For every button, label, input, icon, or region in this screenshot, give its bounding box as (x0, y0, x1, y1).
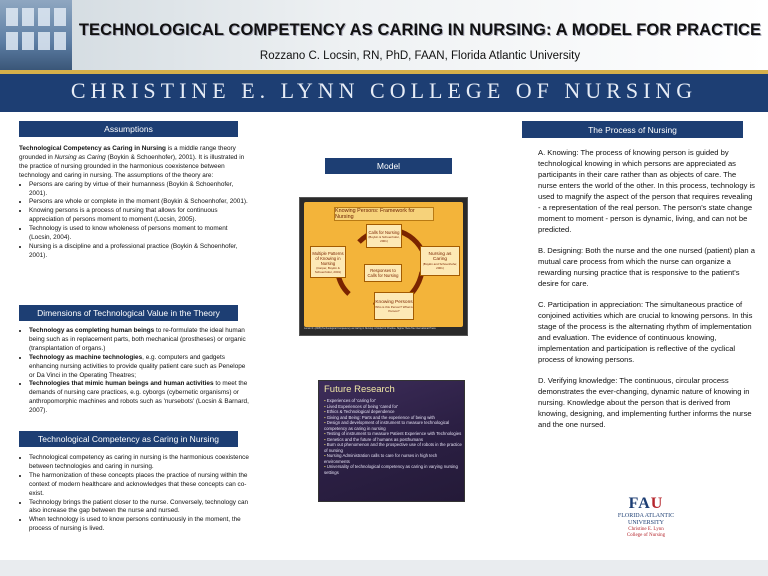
future-research-slide (318, 380, 465, 502)
assumptions-heading: Assumptions (19, 121, 238, 137)
list-item: • Nursing is a discipline and a professional practice (Boykin & Schoenhofer, 2001). (29, 243, 248, 261)
future-research-list (324, 398, 462, 475)
bottom-strip (0, 560, 768, 576)
calls-box (366, 224, 402, 248)
tcacn-heading: Technological Competency as Caring in Nursing (19, 431, 238, 447)
list-item: • Knowing persons is a process of nursing that allows for continuous appreciation of persons moment to moment (Locsin, 2005). (29, 207, 248, 225)
logo-college-line-2: College of Nursing (626, 533, 666, 538)
knowing-box (374, 292, 414, 320)
future-research-title: Future Research (324, 384, 395, 395)
dimensions-list (19, 327, 251, 416)
list-item: ▪ Universality of technological competency as caring in varying nursing settings (324, 464, 462, 475)
item-bold: Technologies that mimic human beings and human activities (29, 380, 214, 388)
list-item: ▪ Lived Experiences of being 'cared for' (324, 404, 462, 410)
list-item: ▪ Genetics and the future of humans as posthumans (324, 437, 462, 443)
model-diagram-background (304, 202, 463, 327)
diagram-title: Knowing Persons: Framework for Nursing (334, 207, 434, 221)
list-item: • Technology brings the patient closer to the nurse. Conversely, technology can also increase the gap between the nurse and nursed. (29, 499, 257, 517)
assumptions-list (19, 181, 248, 261)
list-item: ▪ Giving and Being: Parts and the experience of being with (324, 415, 462, 421)
process-heading: The Process of Nursing (522, 121, 743, 138)
knowing-sub: Who is this Person? What is Person? (375, 304, 413, 313)
process-paragraph-d: D. Verifying knowledge: The continuous, circular process demonstrates the ever-changing, dynamic nature of knowing in nursing. Knowledge about the person that is derived from knowing, designing, and implementing further informs the nurse and the one nursed. (538, 376, 752, 429)
list-item: ▪ Testing of instrument to measure Patient Experience with Technologies (324, 431, 462, 437)
intro-italic: Nursing as Caring (54, 153, 106, 161)
patterns-sub: (Carper, Boykin & Schoenhofer, 2001) (314, 265, 342, 274)
tcacn-text (19, 454, 257, 534)
list-item: • Technological competency as caring in nursing is the harmonious coexistence between technologies and caring in nursing. (29, 454, 257, 472)
fau-logo (606, 495, 686, 545)
knowing-label: Knowing Persons (375, 299, 413, 305)
assumptions-text (19, 145, 248, 261)
calls-label: Calls for Nursing (368, 229, 400, 235)
dimensions-heading: Dimensions of Technological Value in the Theory (19, 305, 238, 321)
intro-part-1: is a middle range theory grounded in (19, 145, 236, 161)
assumptions-intro (19, 145, 248, 181)
item-bold: Technology as completing human beings (29, 327, 155, 334)
list-item: ▪ Burn out phenomenon and the prospective use of robots in the practice of nursing (324, 442, 462, 453)
list-item: • Persons are caring by virtue of their humanness (Boykin & Schoenhofer, 2001). (29, 181, 248, 199)
logo-name-line-1: FLORIDA ATLANTIC (617, 513, 675, 519)
list-item: ▪ Ethics & Technological dependence (324, 409, 462, 415)
caring-sub: (Boykin and Schoenhofer, 2001) (422, 262, 458, 270)
list-item: ▪ Experiences of 'caring for' (324, 398, 462, 404)
item-text: to re-formulate the ideal human being such as in replacement parts, both mechanical (prostheses) or organic (transplantation of organs.) (29, 327, 246, 352)
banner-accent-line (0, 70, 768, 74)
model-heading: Model (325, 158, 452, 174)
responses-label: Responses to Calls for Nursing (367, 268, 399, 278)
process-paragraph-c: C. Participation in appreciation: The simultaneous practice of conjoined activities which are crucial to knowing persons. In this stage of the process is the alternating rhythm of implementation and evaluation. The evidence of continuous knowing, implementation and participation is reflective of the cyclical process of knowing persons. (538, 300, 753, 364)
patterns-box (310, 246, 346, 278)
model-footer: Locsin R. (2005) Technological Competency as Caring in Nursing: A Model for Practice. Sigma Theta Tau International Press. (304, 327, 437, 330)
fau-letters-fa: FA (628, 495, 651, 512)
patterns-label: Multiple Patterns of Knowing in Nursing (312, 250, 344, 266)
intro-bold: Technological Competency as Caring in Nursing (19, 145, 166, 152)
list-item: • The harmonization of these concepts places the practice of nursing within the context of modern healthcare and acknowledges that these concepts can co-exist. (29, 472, 257, 499)
list-item (29, 354, 251, 381)
poster-header (0, 0, 768, 70)
process-paragraph-a: A. Knowing: The process of knowing person is guided by technological knowing in which persons are appreciated as participants in their care rather than as objects of care. The nurse enters the world of the other. In this process, technology is used to magnify the aspect of the person that requires revealing - a representation of the real person. The person's state change moment to moment - person is dynamic, living, and can not be predicted. (538, 148, 755, 234)
calls-sub: (Boykin & Schoenhofer, 2001) (368, 234, 400, 243)
responses-box (364, 264, 402, 282)
item-bold: Technology as machine technologies (29, 353, 143, 361)
list-item (29, 327, 251, 354)
fau-letters-u: U (650, 495, 664, 512)
building-photo (0, 0, 72, 70)
dimensions-text (19, 327, 251, 416)
list-item: ▪ Nursing Administration calls to care for nurses in high tech environments (324, 453, 462, 464)
caring-label: Nursing as Caring (428, 252, 452, 262)
intro-part-2: (Boykin & Schoenhofer), 2001). It is illustrated in the practice of nursing grounded in the harmonious coexistence between technology and caring in nursing. The assumptions of the theory are: (19, 153, 245, 179)
author-line: Rozzano C. Locsin, RN, PhD, FAAN, Florida Atlantic University (259, 50, 581, 62)
item-text: to meet the demands of nursing care practices, e.g. cyborgs (cybernetic organisms) or anthropomorphic machines and robots such as 'nursebots' (Locsin & Barnard, 2007). (29, 380, 249, 415)
logo-college-line-1: Christine E. Lynn (628, 527, 664, 532)
fau-letters (606, 495, 686, 513)
tcacn-list (19, 454, 257, 534)
poster-title: TECHNOLOGICAL COMPETENCY AS CARING IN NURSING: A MODEL FOR PRACTICE (78, 21, 762, 39)
process-text (538, 147, 756, 430)
list-item: • When technology is used to know persons continuously in the moment, the process of nursing is lived. (29, 516, 257, 534)
list-item: • Technology is used to know wholeness of persons moment to moment (Locsin, 2004). (29, 225, 248, 243)
process-paragraph-b: B. Designing: Both the nurse and the one nursed (patient) plan a mutual care process from which the nurse can organize a rewarding nursing practice that is responsive to the patient's desire for care. (538, 246, 755, 288)
list-item: ▪ Design and development of instrument to measure technological competency as caring in nursing (324, 420, 462, 431)
list-item: • Persons are whole or complete in the moment (Boykin & Schoenhofer, 2001). (29, 198, 248, 207)
model-diagram (299, 197, 468, 336)
college-banner: CHRISTINE E. LYNN COLLEGE OF NURSING (0, 70, 768, 112)
logo-name-line-2: UNIVERSITY (628, 520, 664, 526)
item-text: , e.g. computers and gadgets enhancing nursing activities to provide quality patient care such as Penelope or Da Vinci in the Operating Theatres; (29, 353, 246, 379)
list-item (29, 380, 251, 416)
caring-box (420, 246, 460, 276)
